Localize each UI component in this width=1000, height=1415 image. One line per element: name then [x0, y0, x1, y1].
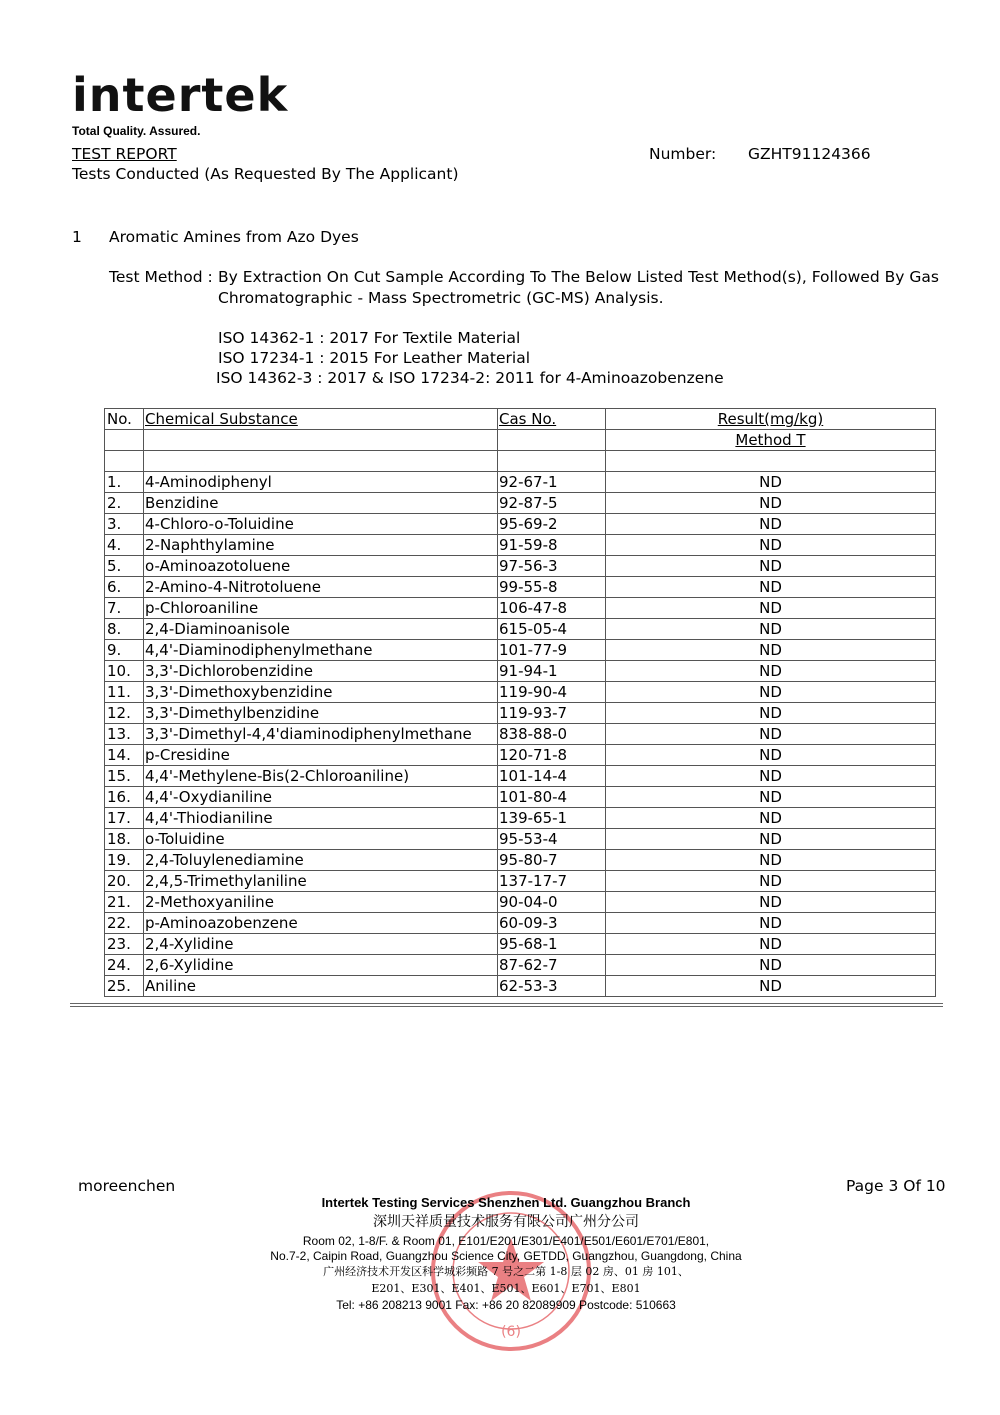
- table-row: [105, 640, 936, 661]
- standard-aminoazobenzene: ISO 14362-3 : 2017 & ISO 17234-2: 2011 for 4-Aminoazobenzene: [216, 369, 724, 387]
- row-no: 4.: [105, 535, 144, 556]
- row-chemical: 3,3'-Dimethyl-4,4'diaminodiphenylmethane: [144, 724, 498, 745]
- row-result: ND: [606, 661, 936, 682]
- row-chemical: 2-Methoxyaniline: [144, 892, 498, 913]
- row-cas: 615-05-4: [498, 619, 606, 640]
- row-result: ND: [606, 766, 936, 787]
- row-chemical: 4-Chloro-o-Toluidine: [144, 514, 498, 535]
- section-index: 1: [72, 228, 82, 246]
- table-row: [105, 766, 936, 787]
- row-chemical: Benzidine: [144, 493, 498, 514]
- footer-page-number: Page 3 Of 10: [846, 1177, 946, 1195]
- row-chemical: 2,4-Xylidine: [144, 934, 498, 955]
- row-chemical: p-Aminoazobenzene: [144, 913, 498, 934]
- results-table: [104, 408, 936, 997]
- row-chemical: p-Cresidine: [144, 745, 498, 766]
- row-no: 10.: [105, 661, 144, 682]
- table-bottom-divider: [70, 1003, 943, 1007]
- row-no: 1.: [105, 472, 144, 493]
- row-result: ND: [606, 703, 936, 724]
- row-no: 8.: [105, 619, 144, 640]
- section-title: Aromatic Amines from Azo Dyes: [109, 228, 359, 246]
- row-chemical: 3,3'-Dichlorobenzidine: [144, 661, 498, 682]
- row-no: 3.: [105, 514, 144, 535]
- row-result: ND: [606, 955, 936, 976]
- row-chemical: p-Chloroaniline: [144, 598, 498, 619]
- row-result: ND: [606, 871, 936, 892]
- row-result: ND: [606, 514, 936, 535]
- row-cas: 91-94-1: [498, 661, 606, 682]
- table-header-row: [105, 409, 936, 430]
- footer-address-cn-1: 广州经济技术开发区科学城彩频路 7 号之二第 1-8 层 02 房、01 房 101、: [323, 1265, 689, 1278]
- row-result: ND: [606, 493, 936, 514]
- header-method: Method T: [606, 430, 936, 451]
- row-result: ND: [606, 535, 936, 556]
- row-result: ND: [606, 850, 936, 871]
- table-row: [105, 577, 936, 598]
- row-chemical: 4,4'-Thiodianiline: [144, 808, 498, 829]
- table-row: [105, 787, 936, 808]
- row-no: 16.: [105, 787, 144, 808]
- row-cas: 119-93-7: [498, 703, 606, 724]
- footer-address-en-2: No.7-2, Caipin Road, Guangzhou Science City, GETDD, Guangzhou, Guangdong, China: [270, 1249, 742, 1263]
- table-method-row: [105, 430, 936, 451]
- row-chemical: 4,4'-Diaminodiphenylmethane: [144, 640, 498, 661]
- row-cas: 137-17-7: [498, 871, 606, 892]
- row-no: 20.: [105, 871, 144, 892]
- table-row: [105, 913, 936, 934]
- row-no: 19.: [105, 850, 144, 871]
- row-cas: 91-59-8: [498, 535, 606, 556]
- row-cas: 101-80-4: [498, 787, 606, 808]
- footer-company-en: Intertek Testing Services Shenzhen Ltd. Guangzhou Branch: [321, 1195, 691, 1210]
- row-result: ND: [606, 787, 936, 808]
- row-no: 14.: [105, 745, 144, 766]
- footer-author: moreenchen: [78, 1177, 176, 1195]
- table-row: [105, 661, 936, 682]
- table-row: [105, 598, 936, 619]
- report-number-label: Number:: [649, 145, 717, 163]
- footer-contact: Tel: +86 208213 9001 Fax: +86 20 82089909 Postcode: 510663: [336, 1298, 676, 1312]
- row-chemical: o-Toluidine: [144, 829, 498, 850]
- row-cas: 92-67-1: [498, 472, 606, 493]
- table-row: [105, 829, 936, 850]
- row-no: 22.: [105, 913, 144, 934]
- header-no: No.: [105, 409, 144, 430]
- report-title: TEST REPORT: [72, 145, 177, 163]
- table-row: [105, 556, 936, 577]
- row-result: ND: [606, 808, 936, 829]
- header-result: Result(mg/kg): [606, 409, 936, 430]
- row-no: 2.: [105, 493, 144, 514]
- report-number-value: GZHT91124366: [748, 145, 871, 163]
- test-method-line-2: Chromatographic - Mass Spectrometric (GC-MS) Analysis.: [218, 289, 664, 307]
- row-no: 12.: [105, 703, 144, 724]
- table-spacer-row: [105, 451, 936, 472]
- row-cas: 119-90-4: [498, 682, 606, 703]
- row-result: ND: [606, 472, 936, 493]
- row-no: 17.: [105, 808, 144, 829]
- row-cas: 60-09-3: [498, 913, 606, 934]
- report-subtitle: Tests Conducted (As Requested By The Applicant): [72, 165, 459, 183]
- table-row: [105, 745, 936, 766]
- table-row: [105, 619, 936, 640]
- row-cas: 106-47-8: [498, 598, 606, 619]
- row-result: ND: [606, 619, 936, 640]
- row-result: ND: [606, 913, 936, 934]
- row-cas: 101-14-4: [498, 766, 606, 787]
- row-chemical: 4,4'-Oxydianiline: [144, 787, 498, 808]
- table-row: [105, 955, 936, 976]
- row-cas: 99-55-8: [498, 577, 606, 598]
- row-result: ND: [606, 682, 936, 703]
- table-row: [105, 892, 936, 913]
- logo-wordmark: intertek: [72, 68, 289, 122]
- row-result: ND: [606, 934, 936, 955]
- row-cas: 90-04-0: [498, 892, 606, 913]
- row-cas: 838-88-0: [498, 724, 606, 745]
- header-cas: Cas No.: [498, 409, 606, 430]
- row-result: ND: [606, 640, 936, 661]
- header-chemical: Chemical Substance: [144, 409, 498, 430]
- row-cas: 139-65-1: [498, 808, 606, 829]
- footer-company-cn: 深圳天祥质量技术服务有限公司广州分公司: [373, 1214, 639, 1230]
- row-no: 9.: [105, 640, 144, 661]
- footer-address-cn-2: E201、E301、E401、E501、E601、E701、E801: [371, 1282, 641, 1295]
- table-row: [105, 808, 936, 829]
- row-no: 24.: [105, 955, 144, 976]
- test-method-line-1: By Extraction On Cut Sample According To The Below Listed Test Method(s), Followed By Gas: [218, 268, 939, 286]
- row-no: 6.: [105, 577, 144, 598]
- row-no: 23.: [105, 934, 144, 955]
- footer-address-en-1: Room 02, 1-8/F. & Room 01, E101/E201/E301/E401/E501/E601/E701/E801,: [302, 1234, 710, 1248]
- row-chemical: 2,4-Diaminoanisole: [144, 619, 498, 640]
- table-row: [105, 934, 936, 955]
- table-row: [105, 514, 936, 535]
- table-row: [105, 871, 936, 892]
- row-cas: 95-69-2: [498, 514, 606, 535]
- row-cas: 92-87-5: [498, 493, 606, 514]
- row-no: 21.: [105, 892, 144, 913]
- row-no: 7.: [105, 598, 144, 619]
- row-no: 18.: [105, 829, 144, 850]
- test-method-label: Test Method :: [109, 268, 213, 286]
- row-cas: 95-53-4: [498, 829, 606, 850]
- row-chemical: 2,4-Toluylenediamine: [144, 850, 498, 871]
- table-row: [105, 472, 936, 493]
- row-result: ND: [606, 745, 936, 766]
- table-row: [105, 493, 936, 514]
- table-row: [105, 850, 936, 871]
- row-result: ND: [606, 976, 936, 997]
- row-chemical: 4-Aminodiphenyl: [144, 472, 498, 493]
- intertek-logo: [72, 68, 289, 138]
- row-chemical: 3,3'-Dimethoxybenzidine: [144, 682, 498, 703]
- row-cas: 95-80-7: [498, 850, 606, 871]
- row-cas: 95-68-1: [498, 934, 606, 955]
- row-chemical: 4,4'-Methylene-Bis(2-Chloroaniline): [144, 766, 498, 787]
- row-cas: 97-56-3: [498, 556, 606, 577]
- row-cas: 101-77-9: [498, 640, 606, 661]
- row-cas: 87-62-7: [498, 955, 606, 976]
- table-row: [105, 703, 936, 724]
- logo-tagline: Total Quality. Assured.: [72, 124, 201, 138]
- row-result: ND: [606, 829, 936, 850]
- row-result: ND: [606, 577, 936, 598]
- table-row: [105, 976, 936, 997]
- row-no: 13.: [105, 724, 144, 745]
- row-cas: 120-71-8: [498, 745, 606, 766]
- row-cas: 62-53-3: [498, 976, 606, 997]
- row-no: 25.: [105, 976, 144, 997]
- seal-number: (6): [501, 1324, 521, 1340]
- row-chemical: 2-Naphthylamine: [144, 535, 498, 556]
- table-row: [105, 724, 936, 745]
- row-chemical: 2,4,5-Trimethylaniline: [144, 871, 498, 892]
- row-no: 5.: [105, 556, 144, 577]
- row-result: ND: [606, 892, 936, 913]
- standard-leather: ISO 17234-1 : 2015 For Leather Material: [218, 349, 530, 367]
- row-result: ND: [606, 724, 936, 745]
- row-chemical: 3,3'-Dimethylbenzidine: [144, 703, 498, 724]
- row-no: 15.: [105, 766, 144, 787]
- table-row: [105, 535, 936, 556]
- row-chemical: 2-Amino-4-Nitrotoluene: [144, 577, 498, 598]
- row-chemical: 2,6-Xylidine: [144, 955, 498, 976]
- row-chemical: o-Aminoazotoluene: [144, 556, 498, 577]
- table-row: [105, 682, 936, 703]
- row-result: ND: [606, 556, 936, 577]
- row-no: 11.: [105, 682, 144, 703]
- standard-textile: ISO 14362-1 : 2017 For Textile Material: [218, 329, 521, 347]
- row-result: ND: [606, 598, 936, 619]
- row-chemical: Aniline: [144, 976, 498, 997]
